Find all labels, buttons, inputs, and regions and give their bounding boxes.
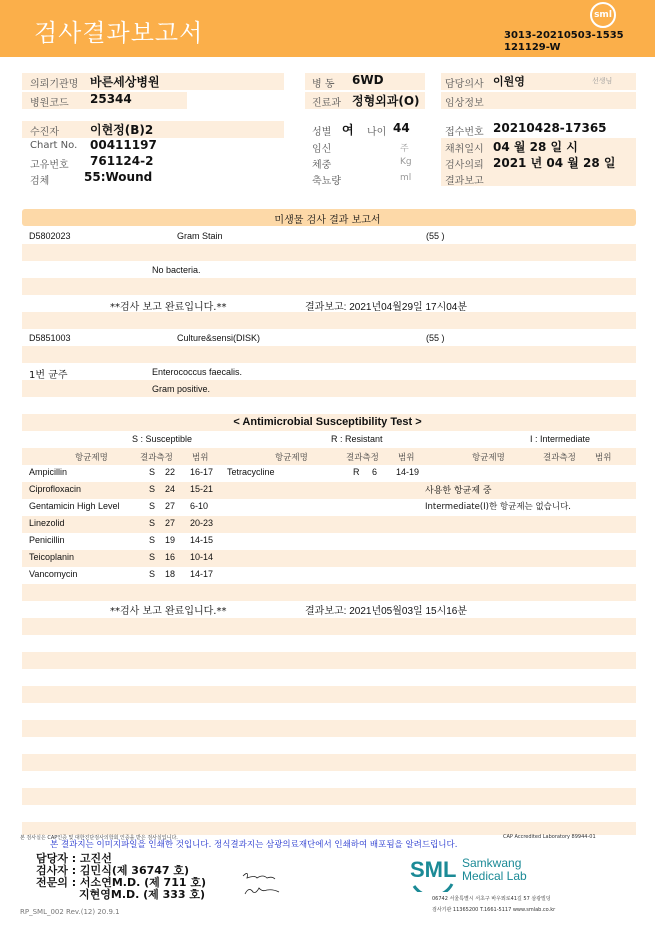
sir: S: [149, 569, 156, 579]
chart-number: 00411197: [90, 138, 157, 152]
drug-name: Ampicillin: [29, 467, 68, 477]
zone-value: 16: [165, 552, 176, 562]
sml-logo-icon: sml: [590, 2, 616, 28]
organism: Enterococcus faecalis.: [152, 367, 243, 377]
test-specimen: (55 ): [426, 333, 445, 343]
sex: 여: [342, 123, 354, 137]
range: 14-19: [396, 467, 420, 477]
note: Intermediate(I)한 항균제는 없습니다.: [425, 502, 571, 512]
col-drug: 항균제명: [472, 453, 505, 463]
test-name: Culture&sensi(DISK): [177, 333, 261, 343]
zone-value: 6: [372, 467, 378, 477]
col-drug: 항균제명: [275, 453, 308, 463]
drug-name: Ciprofloxacin: [29, 484, 82, 494]
drug-name: Gentamicin High Level: [29, 501, 120, 511]
document-number: [504, 30, 624, 54]
notice: 본 결과지는 이미지파일을 인쇄한 것입니다. 정식결과지는 삼광의료재단에서 인쇄하여 배포됨을 알려드립니다.: [50, 840, 458, 850]
range: 6-10: [190, 501, 209, 511]
sir: S: [149, 467, 156, 477]
zone-value: 27: [165, 501, 176, 511]
test-result: No bacteria.: [152, 265, 201, 275]
col-result: 결과측정: [543, 453, 576, 463]
striped-rows: [22, 227, 636, 835]
tester: 검사자 : 김민식(제 36747 호): [36, 864, 190, 877]
zone-value: 24: [165, 484, 176, 494]
label: 병 동: [312, 79, 335, 90]
col-range: 범위: [595, 453, 612, 463]
address: 06742 서울특별시 서초구 바우뫼로41길 57 삼광빌딩: [432, 896, 551, 902]
label: 체중: [312, 160, 332, 171]
test-code: D5802023: [29, 231, 71, 241]
zone-value: 18: [165, 569, 176, 579]
zone-value: 22: [165, 467, 176, 477]
isolate-label: 1번 균주: [29, 370, 68, 381]
drug-name: Teicoplanin: [29, 552, 75, 562]
institution: 바른세상병원: [90, 75, 160, 89]
complete-message: **검사 보고 완료입니다.**: [110, 606, 227, 617]
cap-accreditation: CAP Accredited Laboratory 89944-01: [503, 834, 596, 840]
drug-name: Penicillin: [29, 535, 65, 545]
specialist-2: 지현영M.D. (제 333 호): [79, 888, 206, 901]
sir: S: [149, 484, 156, 494]
report-time: 결과보고: 2021년04월29일 17시04분: [305, 302, 468, 313]
collection-time: 04 월 28 일 시: [493, 140, 578, 154]
ast-title: < Antimicrobial Susceptibility Test >: [233, 416, 422, 428]
label: 선생님: [592, 77, 613, 85]
complete-message: **검사 보고 완료입니다.**: [110, 302, 227, 313]
lab-name-1: Samkwang: [462, 856, 522, 870]
manager: 담당자 : 고진선: [36, 852, 112, 865]
test-code: D5851003: [29, 333, 71, 343]
specimen: 55:Wound: [84, 170, 153, 184]
age: 44: [393, 121, 410, 135]
col-drug: 항균제명: [75, 453, 108, 463]
fine-print: 본 검사실은 CAP인증 및 대한진단검사의학회 인증을 받은 검사실입니다.: [20, 835, 178, 841]
label: 검체: [30, 176, 50, 187]
specialist: 전문의 : 서소연M.D. (제 711 호): [36, 876, 207, 889]
sir: S: [149, 552, 156, 562]
zone-value: 19: [165, 535, 176, 545]
test-name: Gram Stain: [177, 231, 223, 241]
ward: 6WD: [352, 73, 384, 87]
sir: S: [149, 518, 156, 528]
accession-number: 20210428-17365: [493, 121, 607, 135]
col-result: 결과측정: [140, 453, 173, 463]
test-specimen: (55 ): [426, 231, 445, 241]
legend-intermediate: I : Intermediate: [530, 434, 591, 444]
range: 10-14: [190, 552, 214, 562]
range: 14-17: [190, 569, 214, 579]
sir: S: [149, 535, 156, 545]
range: 14-15: [190, 535, 214, 545]
report-time: 결과보고: 2021년05월03일 15시16분: [305, 606, 468, 617]
label: 접수번호: [445, 127, 484, 138]
unit: Kg: [400, 157, 412, 167]
patient-name: 이현정(B)2: [90, 123, 154, 137]
label: 결과보고: [445, 176, 484, 187]
signatories: [36, 853, 206, 901]
label: 축뇨량: [312, 176, 341, 187]
section-title: 미생물 검사 결과 보고서: [274, 215, 381, 226]
department: 정형외과(O): [352, 94, 420, 108]
range: 20-23: [190, 518, 214, 528]
zone-value: 27: [165, 518, 176, 528]
label: 수진자: [30, 127, 59, 138]
doc-no-1: 3013-20210503-1535: [504, 30, 624, 41]
col-range: 범위: [398, 453, 415, 463]
label: 나이: [367, 127, 387, 138]
patient-id: 761124-2: [90, 154, 154, 168]
label: 임상정보: [445, 98, 484, 109]
col-range: 범위: [192, 453, 209, 463]
lab-name: [462, 857, 527, 883]
unit: ml: [400, 173, 412, 183]
sir: S: [149, 501, 156, 511]
doc-no-2: 121129-W: [504, 42, 561, 53]
note: 사용한 항균제 중: [425, 486, 492, 496]
col-result: 결과측정: [346, 453, 379, 463]
legend-resistant: R : Resistant: [331, 434, 383, 444]
sir: R: [353, 467, 360, 477]
label: 담당의사: [445, 79, 484, 90]
lab-name-2: Medical Lab: [462, 869, 527, 883]
label: 성별: [312, 127, 332, 138]
label: Chart No.: [30, 140, 78, 151]
gram-result: Gram positive.: [152, 384, 211, 394]
report-title: 검사결과보고서: [34, 19, 204, 47]
request-date: 2021 년 04 월 28 일: [493, 156, 616, 170]
doctor: 이원영: [493, 75, 525, 88]
legend-susceptible: S : Susceptible: [132, 434, 193, 444]
label: 검사의뢰: [445, 160, 484, 171]
drug-name: Linezolid: [29, 518, 65, 528]
range: 16-17: [190, 467, 214, 477]
drug-name: Vancomycin: [29, 569, 78, 579]
contact: 검사기관 11365200 T.1661-5117 www.smlab.co.kr: [432, 907, 556, 913]
label: 병원코드: [30, 98, 69, 109]
hospital-code: 25344: [90, 92, 132, 106]
form-number: RP_SML_002 Rev.(12) 20.9.1: [20, 908, 120, 916]
label: 임신: [312, 144, 332, 155]
sml-logo: SML: [410, 857, 457, 882]
range: 15-21: [190, 484, 214, 494]
label: 고유번호: [30, 160, 69, 171]
label: 채취일시: [445, 144, 484, 155]
drug-name: Tetracycline: [227, 467, 275, 477]
label: 진료과: [312, 98, 341, 109]
unit: 주: [400, 144, 409, 154]
label: 의뢰기관명: [30, 79, 79, 90]
signature-icon: [240, 868, 290, 900]
